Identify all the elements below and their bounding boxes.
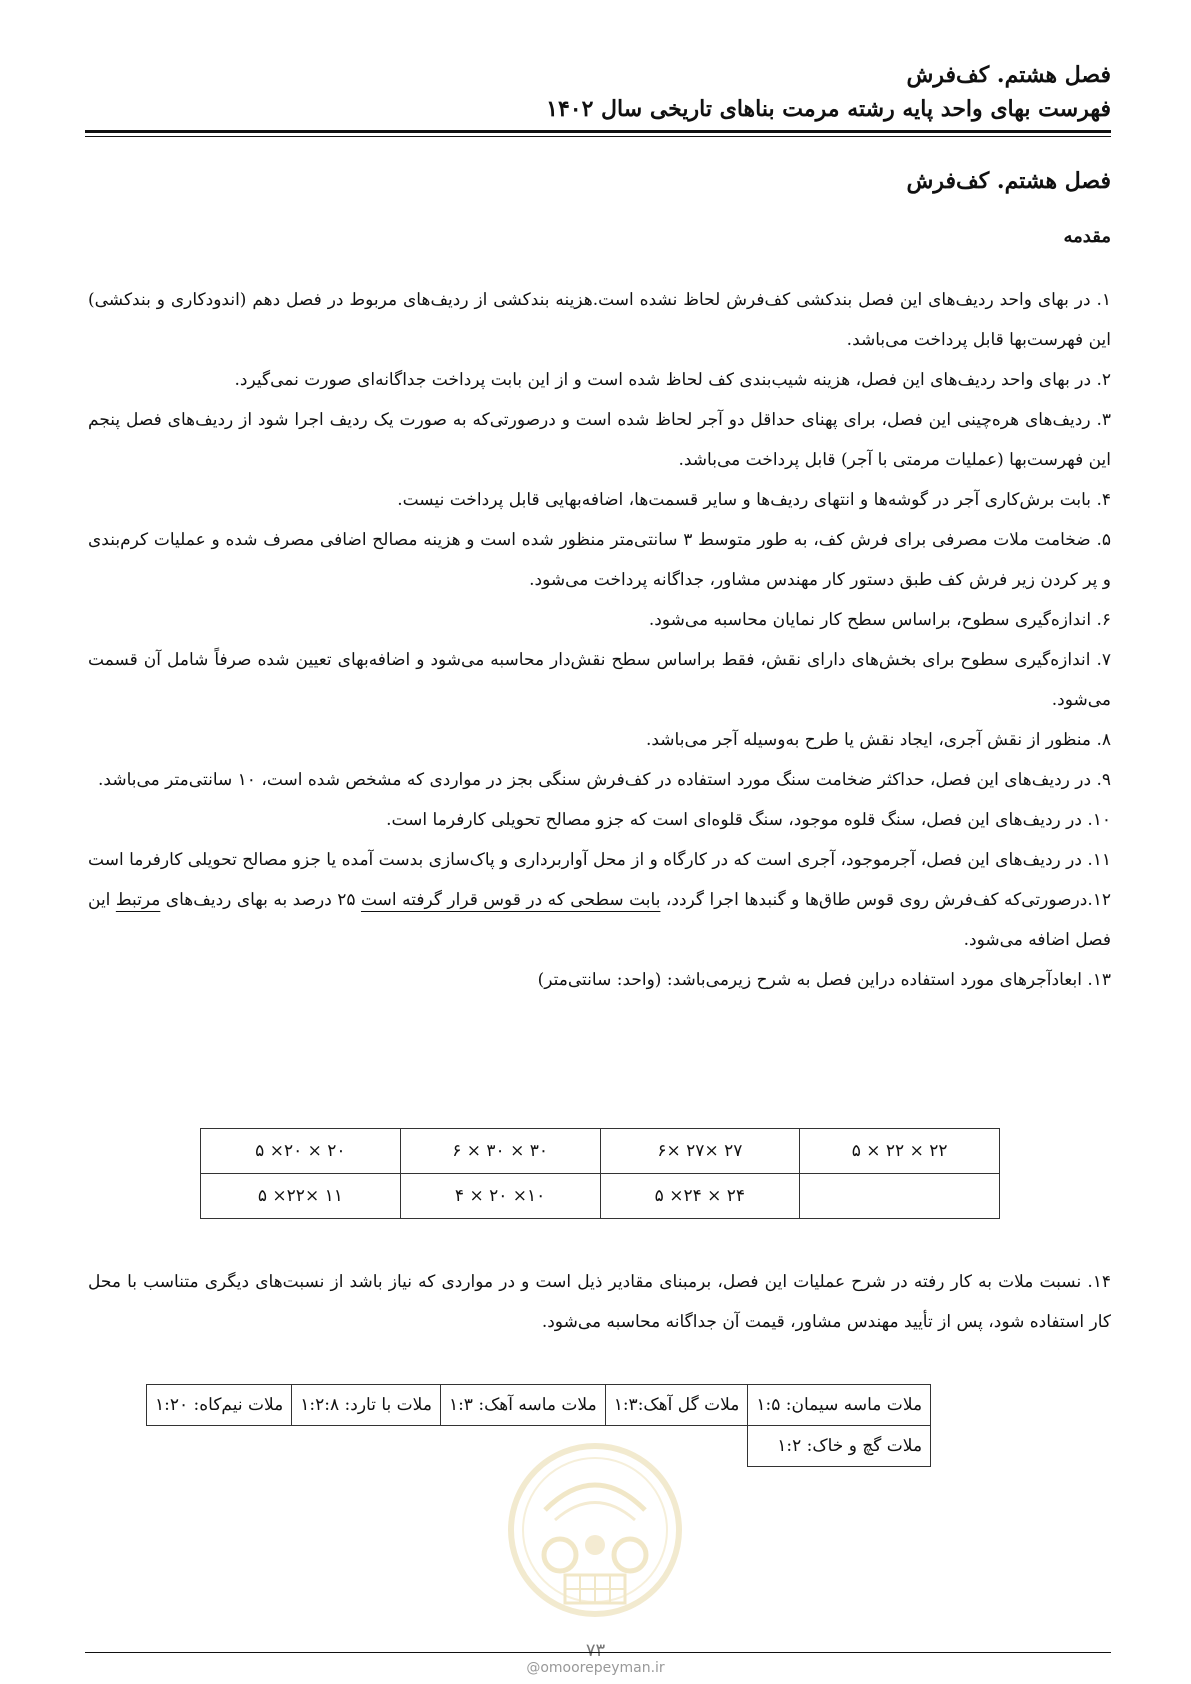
item-14-block (88, 1262, 1111, 1342)
brick-dimensions-table (200, 1128, 1000, 1219)
table-cell: ملات با تارد: ۱:۲:۸ (292, 1385, 441, 1426)
watermark-credit: @omoorepeyman.ir (526, 1660, 665, 1676)
item-13: ۱۳. ابعادآجرهای مورد استفاده دراین فصل به شرح زیرمی‌باشد: (واحد: سانتی‌متر) (537, 970, 1111, 990)
table-cell: ملات ماسه آهک: ۱:۳ (440, 1385, 605, 1426)
table-cell: ملات نیم‌کاه: ۱:۲۰ (147, 1385, 292, 1426)
item-12-after: این فصل اضافه می‌شود. (88, 890, 1111, 950)
table-cell: ملات گچ و خاک: ۱:۲ (748, 1426, 931, 1467)
item-12-underlined-2: مرتبط (115, 890, 161, 910)
page-header (88, 58, 1111, 126)
item-12-middle: ۲۵ درصد به بهای ردیف‌های (160, 890, 361, 910)
table-cell: ۳۰ × ۳۰ × ۶ (400, 1129, 600, 1174)
item-12-underlined: بابت سطحی که در قوس قرار گرفته است (360, 890, 661, 910)
table-cell (800, 1174, 1000, 1219)
item-6: ۶. اندازه‌گیری سطوح، براساس سطح کار نمایان محاسبه می‌شود. (648, 610, 1111, 630)
table-row (147, 1385, 931, 1426)
item-3: ۳. ردیف‌های هره‌چینی این فصل، برای پهنای حداقل دو آجر لحاظ شده است و درصورتی‌که به صورت یک ردیف اجرا شود از ردیف‌های فصل پنجم این فهرست‌بها (عملیات مرمتی با آجر) قابل پرداخت می‌باشد. (88, 410, 1111, 470)
footer-rule (85, 1652, 1111, 1653)
item-5: ۵. ضخامت ملات مصرفی برای فرش کف، به طور متوسط ۳ سانتی‌متر منظور شده است و هزینه مصالح اضافی مصرف شده و عملیات کرم‌بندی و پر کردن زیر فرش کف طبق دستور کار مهندس مشاور، جداگانه پرداخت می‌شود. (88, 530, 1111, 590)
item-8: ۸. منظور از نقش آجری، ایجاد نقش یا طرح به‌وسیله آجر می‌باشد. (645, 730, 1111, 750)
header-rule-thick (85, 130, 1111, 133)
page-number: ۷۳ (585, 1640, 606, 1661)
table-cell: ۲۷ ×۲۷ ×۶ (600, 1129, 800, 1174)
item-12-before: ۱۲.درصورتی‌که کف‌فرش روی قوس طاق‌ها و گنبدها اجرا گردد، (660, 890, 1111, 910)
table-row (201, 1174, 1000, 1219)
table-cell: ۲۰ × ۲۰× ۵ (201, 1129, 401, 1174)
item-9: ۹. در ردیف‌های این فصل، حداکثر ضخامت سنگ مورد استفاده در کف‌فرش سنگی بجز در مواردی که مشخص شده است، ۱۰ سانتی‌متر می‌باشد. (98, 770, 1111, 790)
section-title: فصل هشتم. کف‌فرش (906, 168, 1111, 194)
item-4: ۴. بابت برش‌کاری آجر در گوشه‌ها و انتهای ردیف‌ها و سایر قسمت‌ها، اضافه‌بهایی قابل پرداخت نیست. (397, 490, 1111, 510)
table-cell: ملات ماسه سیمان: ۱:۵ (748, 1385, 931, 1426)
item-7: ۷. اندازه‌گیری سطوح برای بخش‌های دارای نقش، فقط براساس سطح نقش‌دار محاسبه می‌شود و اضافه‌بهای تعیین شده صرفاً شامل آن قسمت می‌شود. (88, 650, 1111, 710)
intro-title: مقدمه (1063, 226, 1111, 247)
header-chapter: فصل هشتم. کف‌فرش (906, 62, 1111, 88)
item-11: ۱۱. در ردیف‌های این فصل، آجرموجود، آجری است که در کارگاه و از محل آواربرداری و پاک‌سازی بدست آمده یا جزو مصالح تحویلی کارفرما است (88, 850, 1111, 870)
table-cell: ۲۴ × ۲۴× ۵ (600, 1174, 800, 1219)
item-12 (88, 880, 1111, 960)
table-cell: ملات گل آهک:۱:۳ (605, 1385, 748, 1426)
header-rule-thin (85, 136, 1111, 137)
item-2: ۲. در بهای واحد ردیف‌های این فصل، هزینه شیب‌بندی کف لحاظ شده است و از این بابت پرداخت جداگانه‌ای صورت نمی‌گیرد. (234, 370, 1111, 390)
header-catalog-title: فهرست بهای واحد پایه رشته مرمت بناهای تاریخی سال ۱۴۰۲ (546, 96, 1111, 122)
table-row (201, 1129, 1000, 1174)
table-cell: ۲۲ × ۲۲ × ۵ (800, 1129, 1000, 1174)
item-14: ۱۴. نسبت ملات به کار رفته در شرح عملیات این فصل، برمبنای مقادیر ذیل است و در مواردی که نیاز باشد از نسبت‌های دیگری متناسب با محل کار استفاده شود، پس از تأیید مهندس مشاور، قیمت آن جداگانه محاسبه می‌شود. (88, 1272, 1111, 1332)
watermark-logo-icon (505, 1440, 685, 1620)
table-cell: ۱۰× ۲۰ × ۴ (400, 1174, 600, 1219)
item-1: ۱. در بهای واحد ردیف‌های این فصل بندکشی کف‌فرش لحاظ نشده است.هزینه بندکشی از ردیف‌های مربوط در فصل دهم (اندودکاری و بندکشی) این فهرست‌بها قابل پرداخت می‌باشد. (88, 290, 1111, 350)
item-10: ۱۰. در ردیف‌های این فصل، سنگ قلوه موجود، سنگ قلوه‌ای است که جزو مصالح تحویلی کارفرما است. (386, 810, 1111, 830)
table-cell: ۱۱ ×۲۲× ۵ (201, 1174, 401, 1219)
intro-items (88, 280, 1111, 1000)
